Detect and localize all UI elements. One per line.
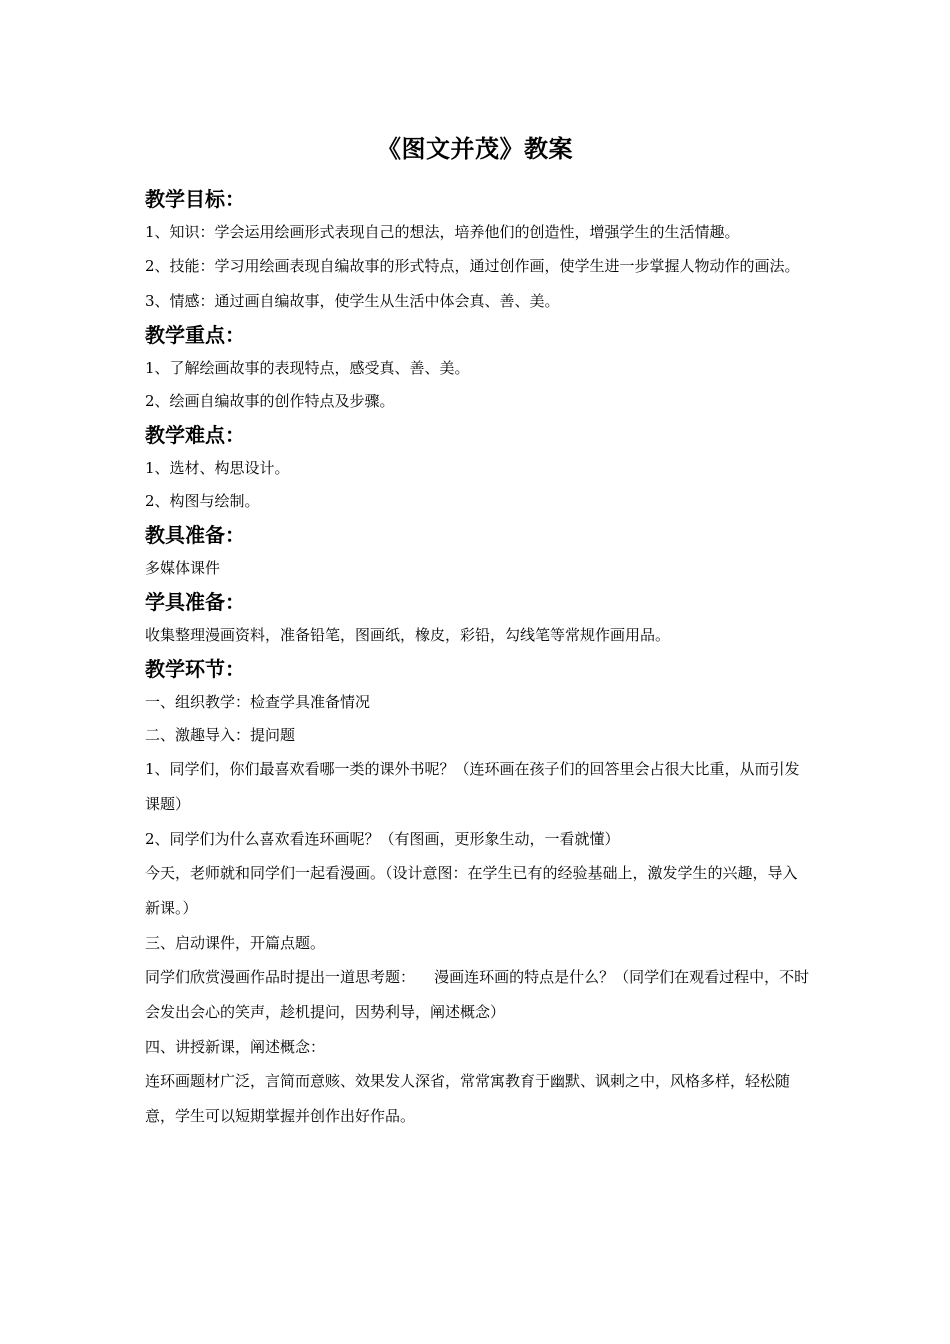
paragraph: 同学们欣赏漫画作品时提出一道思考题： 漫画连环画的特点是什么？（同学们在观看过程中，不时会发出会心的笑声，趁机提问，因势利导，阐述概念）	[145, 967, 810, 1021]
paragraph: 连环画题材广泛，言简而意赅、效果发人深省，常常寓教育于幽默、讽刺之中，风格多样，轻松随意，学生可以短期掌握并创作出好作品。	[145, 1071, 791, 1125]
paragraph: 1、了解绘画故事的表现特点，感受真、善、美。	[145, 358, 470, 377]
paragraph: 四、讲授新课，阐述概念：	[145, 1037, 326, 1056]
section-heading: 教学环节：	[145, 656, 245, 681]
section-heading: 教学难点：	[145, 422, 245, 447]
section-difficulties	[145, 418, 810, 518]
paragraph: 收集整理漫画资料，准备铅笔，图画纸，橡皮，彩铅，勾线笔等常规作画用品。	[145, 625, 671, 644]
section-key-points	[145, 318, 810, 418]
paragraph: 2、构图与绘制。	[145, 491, 260, 510]
section-teaching-steps	[145, 652, 810, 1135]
paragraph: 三、启动课件，开篇点题。	[145, 933, 326, 952]
paragraph: 3、情感：通过画自编故事，使学生从生活中体会真、善、美。	[145, 291, 560, 310]
paragraph: 今天，老师就和同学们一起看漫画。（设计意图：在学生已有的经验基础上，激发学生的兴趣，导入新课。）	[145, 863, 798, 917]
section-heading: 教学目标：	[145, 187, 245, 211]
section-heading: 教学重点：	[145, 322, 245, 347]
section-teaching-aids	[145, 518, 810, 585]
paragraph: 二、激趣导入：提问题	[145, 725, 296, 744]
paragraph: 1、知识：学会运用绘画形式表现自己的想法，培养他们的创造性，增强学生的生活情趣。	[145, 223, 740, 241]
section-objectives	[145, 182, 810, 318]
section-student-materials	[145, 585, 810, 652]
paragraph: 一、组织教学：检查学具准备情况	[145, 692, 371, 711]
document-body	[145, 182, 810, 1135]
paragraph: 1、选材、构思设计。	[145, 458, 290, 477]
paragraph: 多媒体课件	[145, 558, 221, 577]
paragraph: 2、技能：学习用绘画表现自编故事的形式特点，通过创作画，使学生进一步掌握人物动作的画法。	[145, 257, 800, 275]
paragraph: 2、绘画自编故事的创作特点及步骤。	[145, 391, 395, 410]
section-heading: 教具准备：	[145, 522, 245, 547]
section-heading: 学具准备：	[145, 589, 245, 614]
paragraph: 2、同学们为什么喜欢看连环画呢？（有图画，更形象生动，一看就懂）	[145, 829, 620, 848]
document-title: 《图文并茂》教案	[377, 135, 573, 163]
paragraph: 1、同学们，你们最喜欢看哪一类的课外书呢？（连环画在孩子们的回答里会占很大比重，从而引发课题）	[145, 759, 800, 813]
